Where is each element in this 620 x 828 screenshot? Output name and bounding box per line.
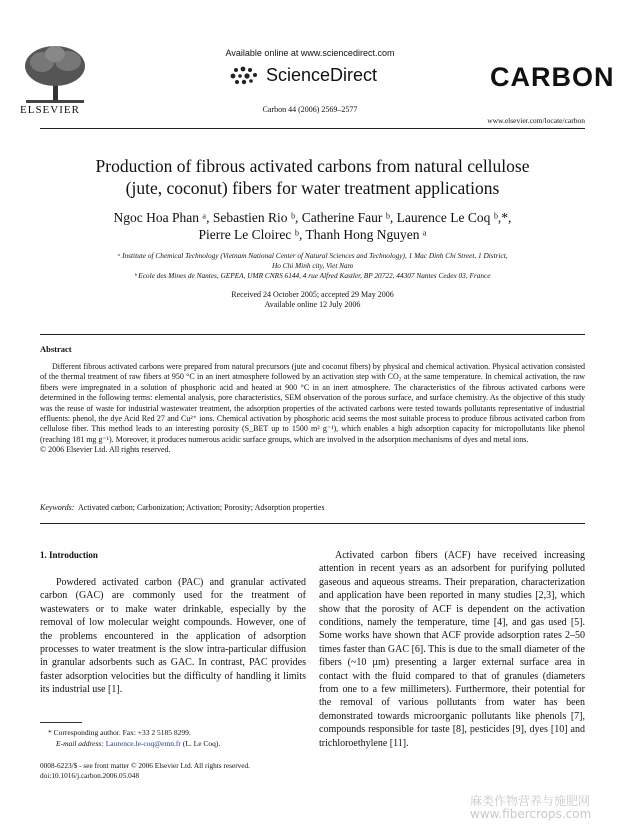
corresponding-author: * Corresponding author. Fax: +33 2 5185 8299. <box>48 728 191 737</box>
abstract-body <box>40 362 585 456</box>
header-rule <box>40 128 585 129</box>
email-label: E-mail address: <box>56 739 104 748</box>
abstract-bottom-rule <box>40 523 585 524</box>
keywords-label: Keywords: <box>40 503 75 512</box>
affiliations <box>70 251 555 281</box>
journal-url[interactable]: www.elsevier.com/locate/carbon <box>487 116 585 125</box>
received-date: Received 24 October 2005; accepted 29 May 2006 <box>231 290 394 299</box>
abstract-text: Different fibrous activated carbons were prepared from natural precursors (jute and coconut fibers) by physical and chemical activation. Physical activation consisted of the thermal treatment of raw fibers at 950 °C in an inert atmosphere followed by an activation step with CO₂ at the same temperature. In chemical activation, the raw fibers were impregnated in a solution of phosphoric acid and heated at 900 °C in an inert atmosphere. The characteristics of the fibrous activated carbons were determined in the following terms: elemental analysis, pore characteristics, SEM observation of the porous surface, and surface chemistry. As the objective of this study was the reuse of waste for industrial wastewater treatment, the adsorption properties of the activated carbons were tested towards pollutants representative of industrial effluents: phenol, the dye Acid Red 27 and Cu²⁺ ions. Chemical activation by phosphoric acid seems the most suitable process to produce fibrous activated carbon from cellulose fiber. This method leads to an interesting porosity (S_BET up to 1500 m² g⁻¹), which enables a high adsorption capacity for micropollutants like phenol (reaching 181 mg g⁻¹). Moreover, it produces numerous acidic surface groups, which are involved in the adsorption mechanisms of dyes and metal ions. <box>40 362 585 444</box>
abstract-top-rule <box>40 334 585 335</box>
watermark <box>470 795 615 821</box>
abstract-copyright: © 2006 Elsevier Ltd. All rights reserved. <box>40 445 171 455</box>
email-link[interactable]: Laurence.le-coq@emn.fr <box>105 739 181 748</box>
intro-paragraph-2: Activated carbon fibers (ACF) have received increasing attention in recent years as an adsorbent for purifying polluted gaseous and aqueous streams. Their preparation, characterization and application have been reported in many studies [2,3], which show that the porosity of ACF is dependent on the activation conditions, namely the temperature, time [4], and gas used [5]. Some works have shown that ACF provide adsorption rates 2–50 times faster than GAC [6]. This is due to the small diameter of the fibers (~10 µm) presenting a larger external surface area in contact with the fluid compared to that of granules (diameters from one to a few millimeters). Furthermore, their potential for the removal of various pollutants from water has been demonstrated towards microorganic pollutants like phenols [7], compounds responsible for taste [8], pesticides [9], dyes [10] and trichloroethylene [11]. <box>319 550 585 749</box>
doi-line: doi:10.1016/j.carbon.2006.05.048 <box>40 771 140 780</box>
title-line-2: (jute, coconut) fibers for water treatment applications <box>125 178 500 198</box>
affiliation-a-cont: Ho Chi Minh city, Viet Nam <box>272 261 353 270</box>
available-online: Available online at www.sciencedirect.com <box>225 48 395 58</box>
sciencedirect-dots-icon <box>228 66 264 86</box>
watermark-line-1: 麻类作物营养与施肥网 <box>470 794 591 808</box>
intro-paragraph-1: Powdered activated carbon (PAC) and granular activated carbon (GAC) are commonly used for the treatment of wastewaters or to make water drinkable, especially by the removal of low molecular weight compounds. However, one of the problems encountered in the application of adsorption processes to water treatment is the slow intra-particular diffusion in granular adsorbents such as GAC. In contrast, PAC provides faster adsorption velocities but the difficulty of handling it limits its industrial use [1]. <box>40 577 306 696</box>
keywords-text: Activated carbon; Carbonization; Activation; Porosity; Adsorption properties <box>77 503 325 512</box>
email-suffix: (L. Le Coq). <box>182 739 221 748</box>
front-matter <box>40 761 340 781</box>
email-line <box>40 738 322 749</box>
journal-logo: CARBON <box>490 62 615 92</box>
authors-line-1: Ngoc Hoa Phan ᵃ, Sebastien Rio ᵇ, Catherine Faur ᵇ, Laurence Le Coq ᵇ,*, <box>113 210 512 225</box>
journal-citation: Carbon 44 (2006) 2569–2577 <box>262 105 358 114</box>
elsevier-tree-logo <box>20 44 90 106</box>
author-list <box>40 209 585 243</box>
affiliation-b: ᵇ Ecole des Mines de Nantes, GEPEA, UMR CNRS 6144, 4 rue Alfred Kastler, BP 20722, 44307 Nantes Cedex 03, France <box>134 271 491 280</box>
sciencedirect-logo <box>228 64 438 90</box>
authors-line-2: Pierre Le Cloirec ᵇ, Thanh Hong Nguyen ᵃ <box>198 227 427 242</box>
abstract-heading: Abstract <box>40 344 72 354</box>
title-line-1: Production of fibrous activated carbons from natural cellulose <box>95 156 530 176</box>
watermark-line-2: www.fibercrops.com <box>470 807 592 821</box>
footnote-rule <box>40 722 82 723</box>
article-dates <box>40 290 585 310</box>
affiliation-a: ᵃ Institute of Chemical Technology (Vietnam National Center of Natural Sciences and Technology), 1 Mac Dinh Chi Street, 1 District, <box>117 251 508 260</box>
keywords <box>40 503 585 512</box>
article-title <box>40 155 585 199</box>
online-date: Available online 12 July 2006 <box>264 300 361 309</box>
publisher-name: ELSEVIER <box>20 104 80 116</box>
issn-line: 0008-6223/$ - see front matter © 2006 Elsevier Ltd. All rights reserved. <box>40 761 251 770</box>
sciencedirect-text: ScienceDirect <box>266 65 378 85</box>
section-heading: 1. Introduction <box>40 550 98 560</box>
